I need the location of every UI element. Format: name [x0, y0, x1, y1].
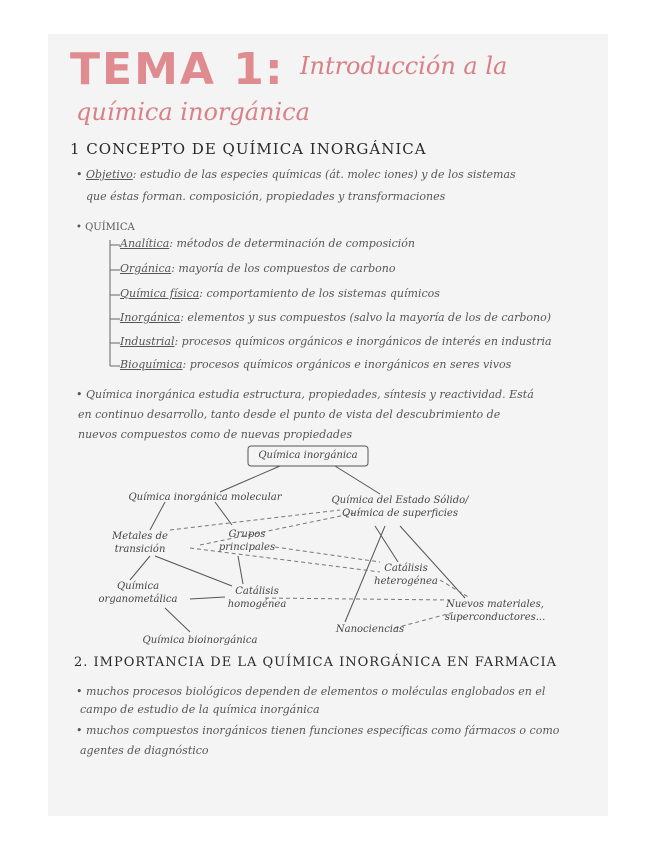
node-metales: Metales de transición	[112, 531, 168, 555]
objetivo-line2: que éstas forman. composición, propiedades y transformaciones	[86, 190, 446, 203]
section2-heading: 2. IMPORTANCIA DE LA QUÍMICA INORGÁNICA EN FARMACIA	[74, 655, 558, 670]
branch-analitica: Analítica: métodos de determinación de composición	[120, 237, 416, 250]
branch-bioquimica: Bioquímica: procesos químicos orgánicos e inorgánicos en seres vivos	[120, 358, 512, 371]
title-tema: TEMA 1	[70, 44, 266, 95]
branch-bracket	[110, 240, 120, 366]
s2-bullet2-line2: agentes de diagnóstico	[80, 744, 209, 757]
para-line1: • Química inorgánica estudia estructura, propiedades, síntesis y reactividad. Está	[76, 388, 534, 401]
para-line3: nuevos compuestos como de nuevas propiedades	[78, 428, 353, 441]
title-line2: química inorgánica	[76, 98, 310, 126]
node-solid: Química del Estado Sólido/ Química de superficies	[331, 495, 469, 519]
section1-heading: 1 CONCEPTO DE QUÍMICA INORGÁNICA	[70, 140, 427, 158]
branch-quimica-fisica: Química física: comportamiento de los sistemas químicos	[120, 287, 440, 300]
branch-industrial: Industrial: procesos químicos orgánicos e inorgánicos de interés en industria	[120, 335, 552, 348]
objetivo-line1: • Objetivo: estudio de las especies químicas (át. molec iones) y de los sistemas	[76, 168, 516, 181]
node-organometalica: Química organometálica	[98, 581, 178, 605]
node-catalisis-homogenea: Catálisis homogénea	[227, 586, 287, 610]
node-root: Química inorgánica	[258, 450, 358, 461]
branch-inorganica: Inorgánica: elementos y sus compuestos (salvo la mayoría de los de carbono)	[120, 311, 552, 324]
objetivo-label: Objetivo	[86, 168, 133, 181]
node-grupos: Grupos principales	[218, 529, 276, 553]
node-nuevos-materiales: Nuevos materiales, superconductores...	[444, 599, 546, 623]
branch-organica: Orgánica: mayoría de los compuestos de carbono	[120, 262, 396, 275]
quimica-label: • QUÍMICA	[76, 222, 135, 233]
s2-bullet2-line1: • muchos compuestos inorgánicos tienen funciones específicas como fármacos o como	[76, 724, 560, 737]
s2-bullet1-line2: campo de estudio de la química inorgánica	[80, 703, 320, 716]
node-catalisis-heterogenea: Catálisis heterogénea	[374, 563, 438, 587]
s2-bullet1-line1: • muchos procesos biológicos dependen de elementos o moléculas englobados en el	[76, 685, 546, 698]
objetivo-text: : estudio de las especies químicas (át. molec iones) y de los sistemas	[132, 168, 516, 181]
node-nanociencias: Nanociencias	[335, 624, 405, 635]
title-line1: Introducción a la	[300, 52, 508, 80]
node-molecular: Química inorgánica molecular	[128, 492, 282, 503]
para-line2: en continuo desarrollo, tanto desde el punto de vista del descubrimiento de	[78, 408, 501, 421]
title-colon: :	[265, 44, 283, 95]
node-bioinorganica: Química bioinorgánica	[142, 635, 258, 646]
